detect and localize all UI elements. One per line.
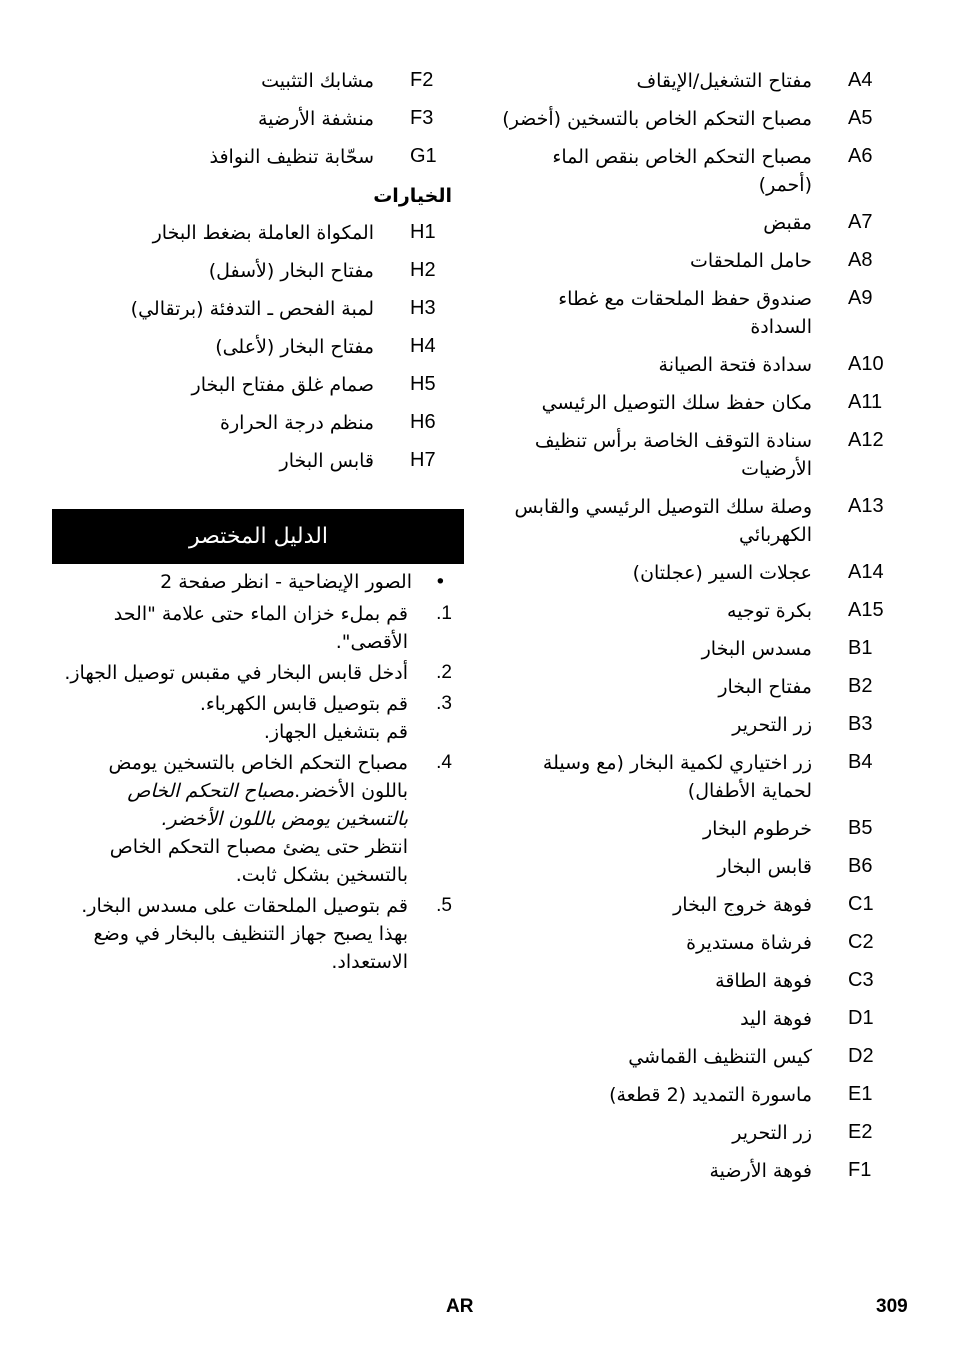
option-row [52,256,452,294]
legend-row [52,66,452,104]
legend-code: E1 [848,1083,873,1105]
legend-description: حامل الملحقات [689,250,812,272]
legend-row [502,1156,890,1194]
bullet-icon: • [434,571,446,593]
legend-description: خرطوم البخار [703,818,812,840]
footer-page-number: 309 [876,1296,908,1317]
legend-row [502,814,890,852]
legend-row [502,426,890,492]
step-1 [62,600,454,656]
step-text: انتظر حتى يضئ مصباح التحكم الخاص بالتسخين بشكل ثابت. [109,836,408,886]
legend-description: كيس التنظيف القماشي [628,1046,812,1068]
legend-description: فوهة خروج البخار [673,894,812,916]
legend-column-left [52,66,452,484]
step-3 [62,690,454,746]
legend-code: B2 [848,675,873,697]
step-2 [62,659,454,687]
legend-description: مفتاح البخار (لأعلى) [215,336,374,358]
legend-row [502,596,890,634]
legend-code: A15 [848,599,884,621]
legend-code: B4 [848,751,873,773]
legend-code: F2 [410,69,434,91]
legend-description: وصلة سلك التوصيل الرئيسي والقابس الكهربائي [514,496,812,546]
legend-code: A5 [848,107,873,129]
legend-code: A13 [848,495,884,517]
legend-description: فوهة الطاقة [715,970,812,992]
option-row [52,332,452,370]
legend-code: A12 [848,429,884,451]
legend-description: منشفة الأرضية [257,108,374,130]
legend-code: C2 [848,931,874,953]
legend-row [52,142,452,180]
legend-description: مفتاح التشغيل/الإيقاف [636,70,812,92]
legend-row [502,890,890,928]
legend-description: زر اختياري لكمية البخار (مع وسيلة لحماية الأطفال) [542,752,812,802]
legend-row [502,748,890,814]
legend-column-right [502,66,890,1194]
legend-description: زر التحرير [732,1122,812,1144]
legend-row [502,672,890,710]
legend-description: صندوق حفظ الملحقات مع غطاء السدادة [558,288,812,338]
legend-code: H5 [410,373,436,395]
legend-description: قابس البخار [717,856,812,878]
legend-description: المكواة العاملة بضغط البخار [152,222,374,244]
legend-code: B3 [848,713,873,735]
legend-row [502,208,890,246]
legend-description: مصباح التحكم الخاص بنقص الماء (أحمر) [552,146,812,196]
option-row [52,408,452,446]
legend-code: G1 [410,145,437,167]
step-text: قم بملء خزان الماء حتى علامة "الحد الأقصى". [113,603,408,653]
legend-code: A10 [848,353,884,375]
legend-code: D2 [848,1045,874,1067]
legend-description: سحّابة تنظيف النوافذ [209,146,374,168]
legend-description: مسدس البخار [701,638,812,660]
step-number: 2. [436,662,452,683]
option-row [52,218,452,256]
legend-code: A6 [848,145,873,167]
legend-description: لمبة الفحص ـ التدفئة (برتقالي) [130,298,374,320]
step-text: قم بتشغيل الجهاز. [263,721,408,743]
quick-guide-title: الدليل المختصر [189,524,328,549]
illustrations-bullet [62,568,454,596]
legend-row [502,66,890,104]
legend-code: A9 [848,287,873,309]
options-heading: الخيارات [373,185,452,207]
legend-description: سنادة التوقف الخاصة برأس تنظيف الأرضيات [534,430,812,480]
legend-description: مصباح التحكم الخاص بالتسخين (أخضر) [502,108,812,130]
legend-code: C1 [848,893,874,915]
legend-row [502,104,890,142]
legend-code: E2 [848,1121,873,1143]
legend-description: مفتاح البخار (لأسفل) [208,260,374,282]
legend-code: B6 [848,855,873,877]
legend-row [502,350,890,388]
legend-row [502,284,890,350]
step-text: أدخل قابس البخار في مقبس توصيل الجهاز. [64,662,408,684]
legend-description: فوهة الأرضية [709,1160,812,1182]
legend-description: مقبض [763,212,812,234]
legend-code: H7 [410,449,436,471]
legend-code: F3 [410,107,434,129]
legend-code: A8 [848,249,873,271]
legend-code: H4 [410,335,436,357]
step-text [62,749,408,833]
legend-description: قابس البخار [279,450,374,472]
legend-description: فرشاة مستديرة [686,932,812,954]
legend-description: سدادة فتحة الصيانة [658,354,812,376]
legend-code: A14 [848,561,884,583]
legend-description: ماسورة التمديد (2 قطعة) [609,1084,812,1106]
quick-guide-section [62,568,454,979]
legend-code: H3 [410,297,436,319]
legend-code: D1 [848,1007,874,1029]
step-4 [62,749,454,889]
legend-description: مكان حفظ سلك التوصيل الرئيسي [541,392,812,414]
footer-language: AR [446,1296,474,1317]
legend-code: A4 [848,69,873,91]
step-text-plain: مصباح التحكم الخاص بالتسخين يومض باللون الأخضر. [108,752,408,802]
legend-code: A7 [848,211,873,233]
legend-row [502,1080,890,1118]
legend-row [502,246,890,284]
legend-description: مفتاح البخار [718,676,812,698]
legend-code: C3 [848,969,874,991]
step-5 [62,892,454,976]
step-text: قم بتوصيل قابس الكهرباء. [199,693,408,715]
option-row [52,294,452,332]
legend-row [502,142,890,208]
step-text: بهذا يصبح جهاز التنظيف بالبخار في وضع الاستعداد. [93,923,408,973]
legend-row [502,1004,890,1042]
legend-description: منظم درجة الحرارة [219,412,374,434]
legend-row [502,966,890,1004]
step-number: 1. [436,603,452,624]
option-row [52,446,452,484]
legend-row [502,558,890,596]
legend-row [502,852,890,890]
legend-code: A11 [848,391,883,413]
legend-row [502,928,890,966]
step-text-italic: مصباح التحكم الخاص بالتسخين يومض باللون الأخضر. [127,780,408,830]
step-number: 4. [436,752,452,773]
legend-row [502,1042,890,1080]
quick-guide-banner [52,510,464,564]
legend-description: فوهة اليد [740,1008,812,1030]
legend-description: عجلات السير (عجلتان) [632,562,812,584]
legend-code: H1 [410,221,436,243]
legend-row [502,1118,890,1156]
legend-code: B1 [848,637,873,659]
legend-code: F1 [848,1159,872,1181]
illustrations-note: الصور الإيضاحية - انظر صفحة 2 [160,571,412,593]
option-row [52,370,452,408]
legend-description: صمام غلق مفتاح البخار [191,374,374,396]
step-number: 5. [436,895,452,916]
legend-description: مشابك التثبيت [261,70,374,92]
legend-row [502,388,890,426]
legend-row [502,492,890,558]
legend-description: زر التحرير [732,714,812,736]
step-text: قم بتوصيل الملحقات على مسدس البخار. [81,895,408,917]
legend-row [502,710,890,748]
legend-row [52,104,452,142]
legend-code: H6 [410,411,436,433]
legend-description: بكرة توجيه [726,600,812,622]
legend-row [502,634,890,672]
step-number: 3. [436,693,452,714]
legend-code: B5 [848,817,873,839]
legend-code: H2 [410,259,436,281]
